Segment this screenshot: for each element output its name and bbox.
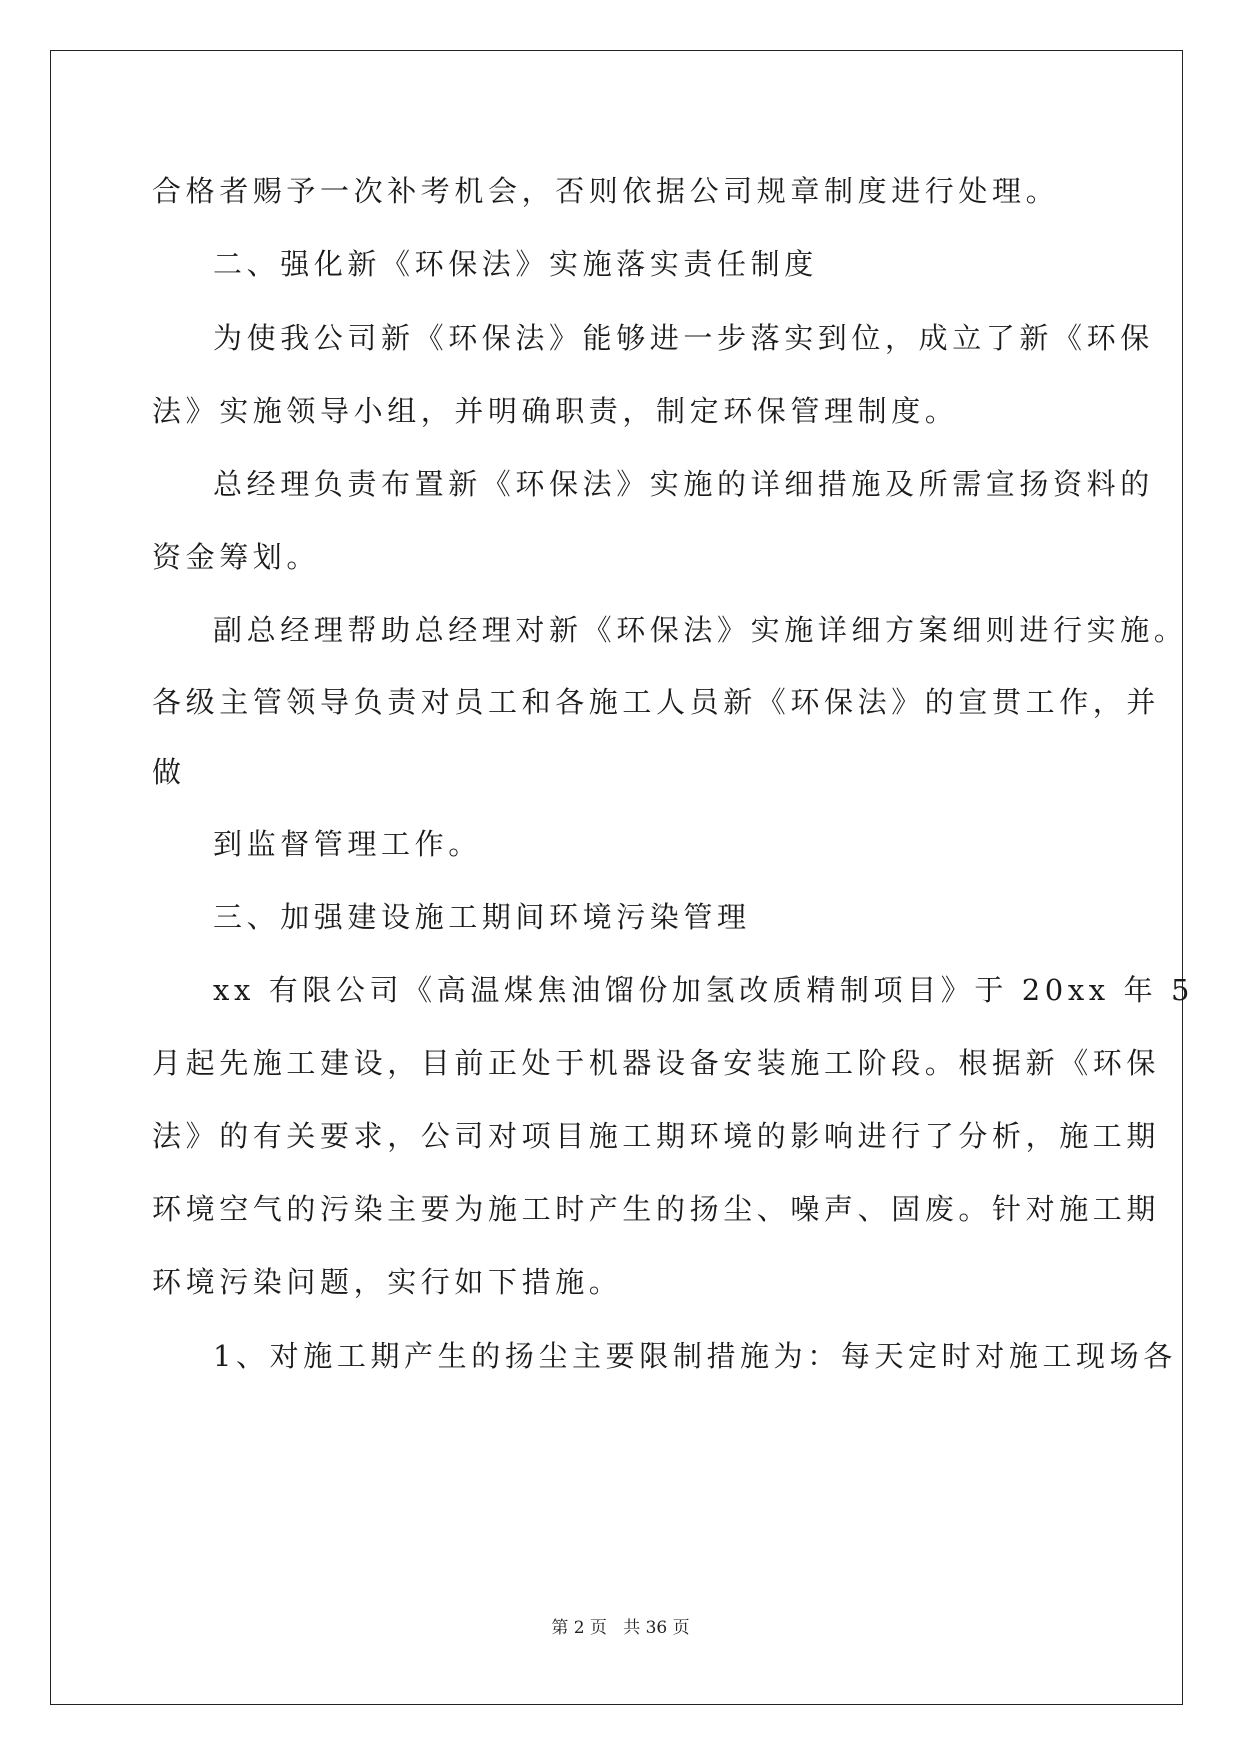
text-line: 1、对施工期产生的扬尘主要限制措施为：每天定时对施工现场各 (213, 1339, 1177, 1373)
text-line: 做 (152, 755, 186, 789)
text-line: 合格者赐予一次补考机会，否则依据公司规章制度进行处理。 (152, 174, 1060, 208)
text-line: 为使我公司新《环保法》能够进一步落实到位，成立了新《环保 (213, 321, 1154, 355)
section-heading: 二、强化新《环保法》实施落实责任制度 (213, 247, 818, 281)
text-line: 法》的有关要求，公司对项目施工期环境的影响进行了分析，施工期 (152, 1119, 1161, 1153)
text-line: xx 有限公司《高温煤焦油馏份加氢改质精制项目》于 20xx 年 5 (213, 973, 1195, 1007)
text-line: 资金筹划。 (152, 540, 321, 574)
text-line: 总经理负责布置新《环保法》实施的详细措施及所需宣扬资料的 (213, 467, 1154, 501)
page-border (50, 50, 1183, 1705)
text-line: 环境污染问题，实行如下措施。 (152, 1265, 623, 1299)
text-line: 副总经理帮助总经理对新《环保法》实施详细方案细则进行实施。 (213, 613, 1188, 647)
text-line: 各级主管领导负责对员工和各施工人员新《环保法》的宣贯工作，并 (152, 685, 1161, 719)
page-footer: 第 2 页 共 36 页 (551, 1618, 690, 1638)
text-line: 月起先施工建设，目前正处于机器设备安装施工阶段。根据新《环保 (152, 1046, 1161, 1080)
section-heading: 三、加强建设施工期间环境污染管理 (213, 900, 751, 934)
text-line: 到监督管理工作。 (213, 827, 482, 861)
text-line: 环境空气的污染主要为施工时产生的扬尘、噪声、固废。针对施工期 (152, 1192, 1161, 1226)
text-line: 法》实施领导小组，并明确职责，制定环保管理制度。 (152, 394, 959, 428)
